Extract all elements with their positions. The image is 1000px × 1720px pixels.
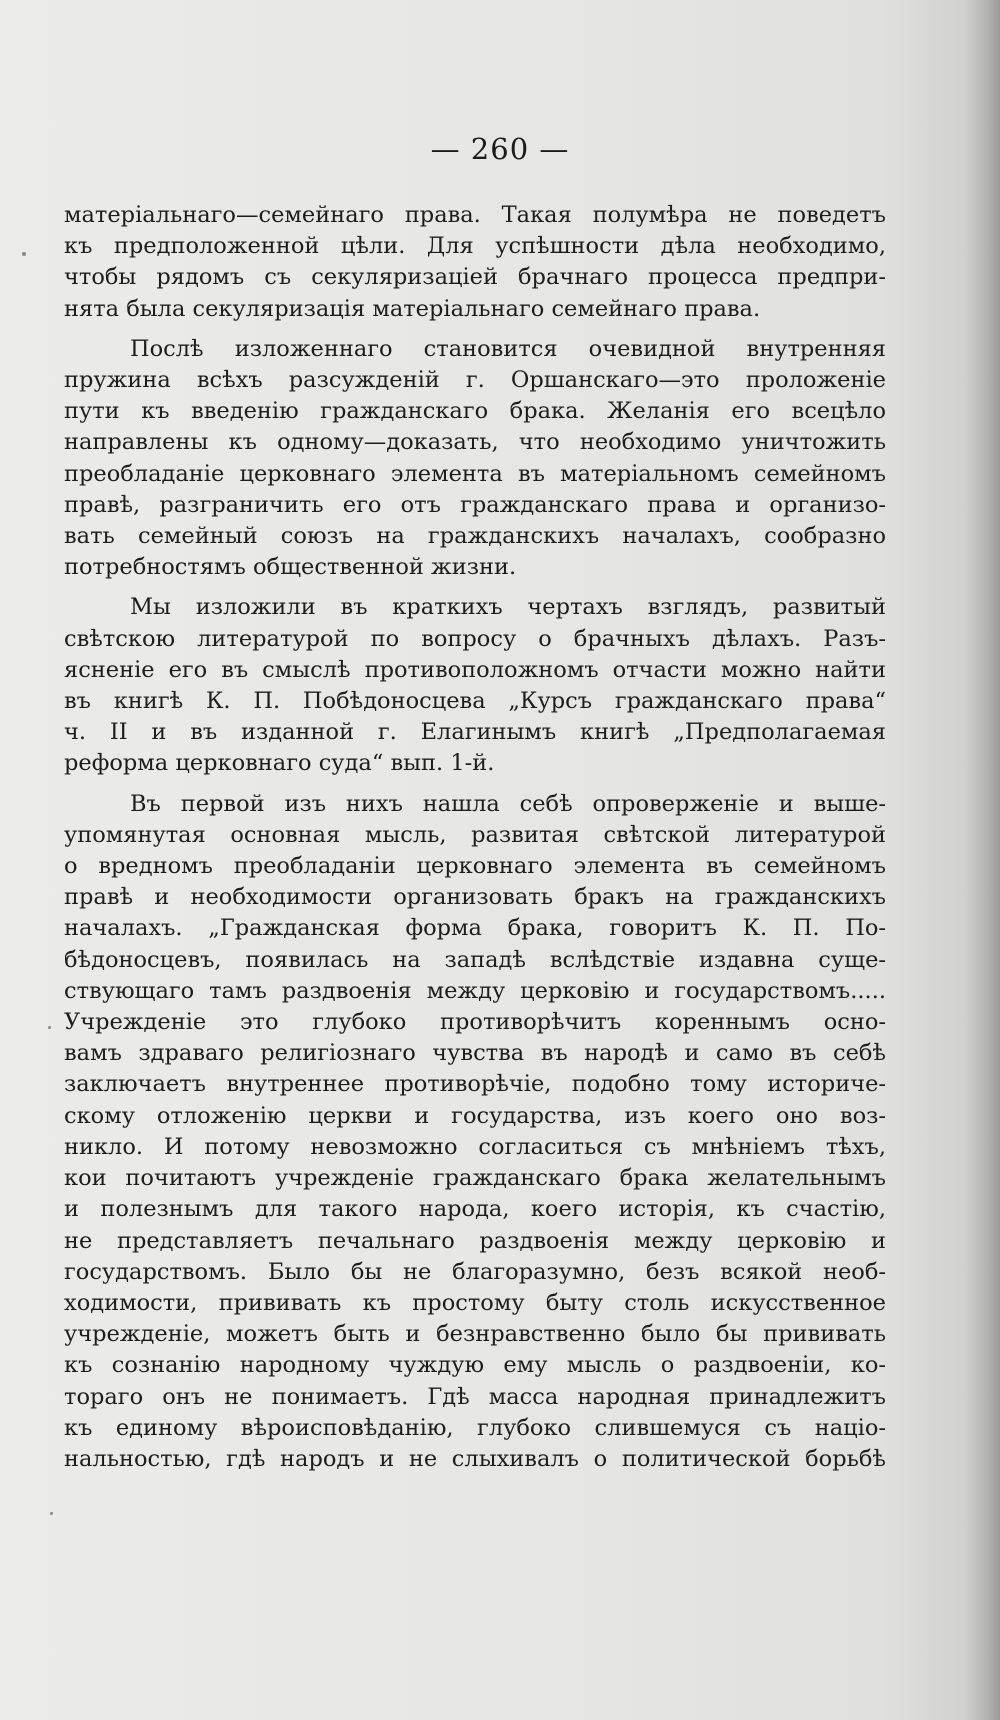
text-line: чтобы рядомъ съ секуляризаціей брачнаго процесса предпри- [64, 264, 886, 291]
text-line: пружина всѣхъ разсужденій г. Оршанскаго—это проложеніе [64, 367, 886, 394]
text-line: пути къ введенію гражданскаго брака. Желанія его всецѣло [64, 398, 886, 425]
text-line: ствующаго тамъ раздвоенія между церковію и государствомъ..... [64, 977, 886, 1004]
text-line: ходимости, прививать къ простому быту столь искусственное [64, 1289, 886, 1316]
page-number: — 260 — [430, 132, 570, 166]
text-line: матеріальнаго—семейнаго права. Такая полумѣра не поведетъ [64, 202, 886, 228]
paragraph-4 [64, 789, 886, 1475]
text-line: заключаетъ внутреннее противорѣчіе, подобно тому историче- [64, 1071, 886, 1098]
text-line: о вредномъ преобладаніи церковнаго элемента въ семейномъ [64, 853, 886, 880]
text-line: упомянутая основная мысль, развитая свѣтской литературой [64, 821, 886, 848]
paragraph-1 [64, 200, 886, 325]
text-line: нята была секуляризація матеріальнаго семейнаго права. [64, 295, 761, 322]
page-gutter-shadow [964, 0, 1000, 1720]
text-line: правѣ и необходимости организовать бракъ на гражданскихъ [64, 884, 886, 911]
text-line: кои почитаютъ учрежденіе гражданскаго брака желательнымъ [64, 1165, 886, 1192]
text-line: Въ первой изъ нихъ нашла себѣ опроверженіе и выше- [130, 790, 886, 817]
text-line: свѣтскою литературой по вопросу о брачныхъ дѣлахъ. Разъ- [64, 625, 886, 652]
text-line: тораго онъ не понимаетъ. Гдѣ масса народная принадлежитъ [64, 1383, 886, 1410]
text-line: бѣдоносцевъ, появилась на западѣ вслѣдствіе издавна суще- [64, 946, 886, 973]
text-line: реформа церковнаго суда“ вып. 1-й. [64, 750, 495, 777]
text-line: правѣ, разграничить его отъ гражданскаго права и организо- [64, 491, 886, 518]
paragraph-3 [64, 592, 886, 779]
text-line: направлены къ одному—доказать, что необходимо уничтожить [64, 429, 886, 456]
text-line: учрежденіе, можетъ быть и безнравственно было бы прививать [64, 1321, 886, 1348]
text-line: государствомъ. Было бы не благоразумно, безъ всякой необ- [64, 1258, 886, 1285]
text-line: скому отложенію церкви и государства, изъ коего оно воз- [64, 1102, 886, 1129]
text-line: вамъ здраваго религіознаго чувства въ народѣ и само въ себѣ [64, 1040, 886, 1067]
text-line: преобладаніе церковнаго элемента въ матеріальномъ семейномъ [64, 460, 886, 487]
text-line: вать семейный союзъ на гражданскихъ началахъ, сообразно [64, 523, 886, 550]
body-text [64, 200, 886, 1484]
print-speck [50, 1512, 53, 1515]
print-speck [22, 252, 26, 256]
text-line: Учрежденіе это глубоко противорѣчитъ кореннымъ осно- [64, 1009, 886, 1036]
text-line: Мы изложили въ краткихъ чертахъ взглядъ, развитый [130, 594, 886, 621]
text-line: ч. II и въ изданной г. Елагинымъ книгѣ „Предполагаемая [64, 719, 886, 746]
text-line: и полезнымъ для такого народа, коего исторія, къ счастію, [64, 1196, 886, 1223]
text-line: Послѣ изложеннаго становится очевидной внутренняя [130, 335, 886, 362]
text-line: въ книгѣ К. П. Побѣдоносцева „Курсъ гражданскаго права“ [64, 688, 886, 715]
text-line: потребностямъ общественной жизни. [64, 554, 517, 581]
text-line: никло. И потому невозможно согласиться съ мнѣніемъ тѣхъ, [64, 1133, 886, 1160]
text-line: нальностью, гдѣ народъ и не слыхивалъ о политической борьбѣ [64, 1445, 886, 1472]
text-line: не представляетъ печальнаго раздвоенія между церковію и [64, 1227, 886, 1254]
print-speck [48, 1026, 51, 1029]
text-line: къ сознанію народному чуждую ему мысль о раздвоеніи, ко- [64, 1352, 886, 1379]
text-line: къ предположенной цѣли. Для успѣшности дѣла необходимо, [64, 233, 886, 260]
paragraph-2 [64, 334, 886, 584]
text-line: къ единому вѣроисповѣданію, глубоко слившемуся съ націо- [64, 1414, 886, 1441]
text-line: ясненіе его въ смыслѣ противоположномъ отчасти можно найти [64, 656, 886, 683]
text-line: началахъ. „Гражданская форма брака, говоритъ К. П. По- [64, 915, 886, 942]
